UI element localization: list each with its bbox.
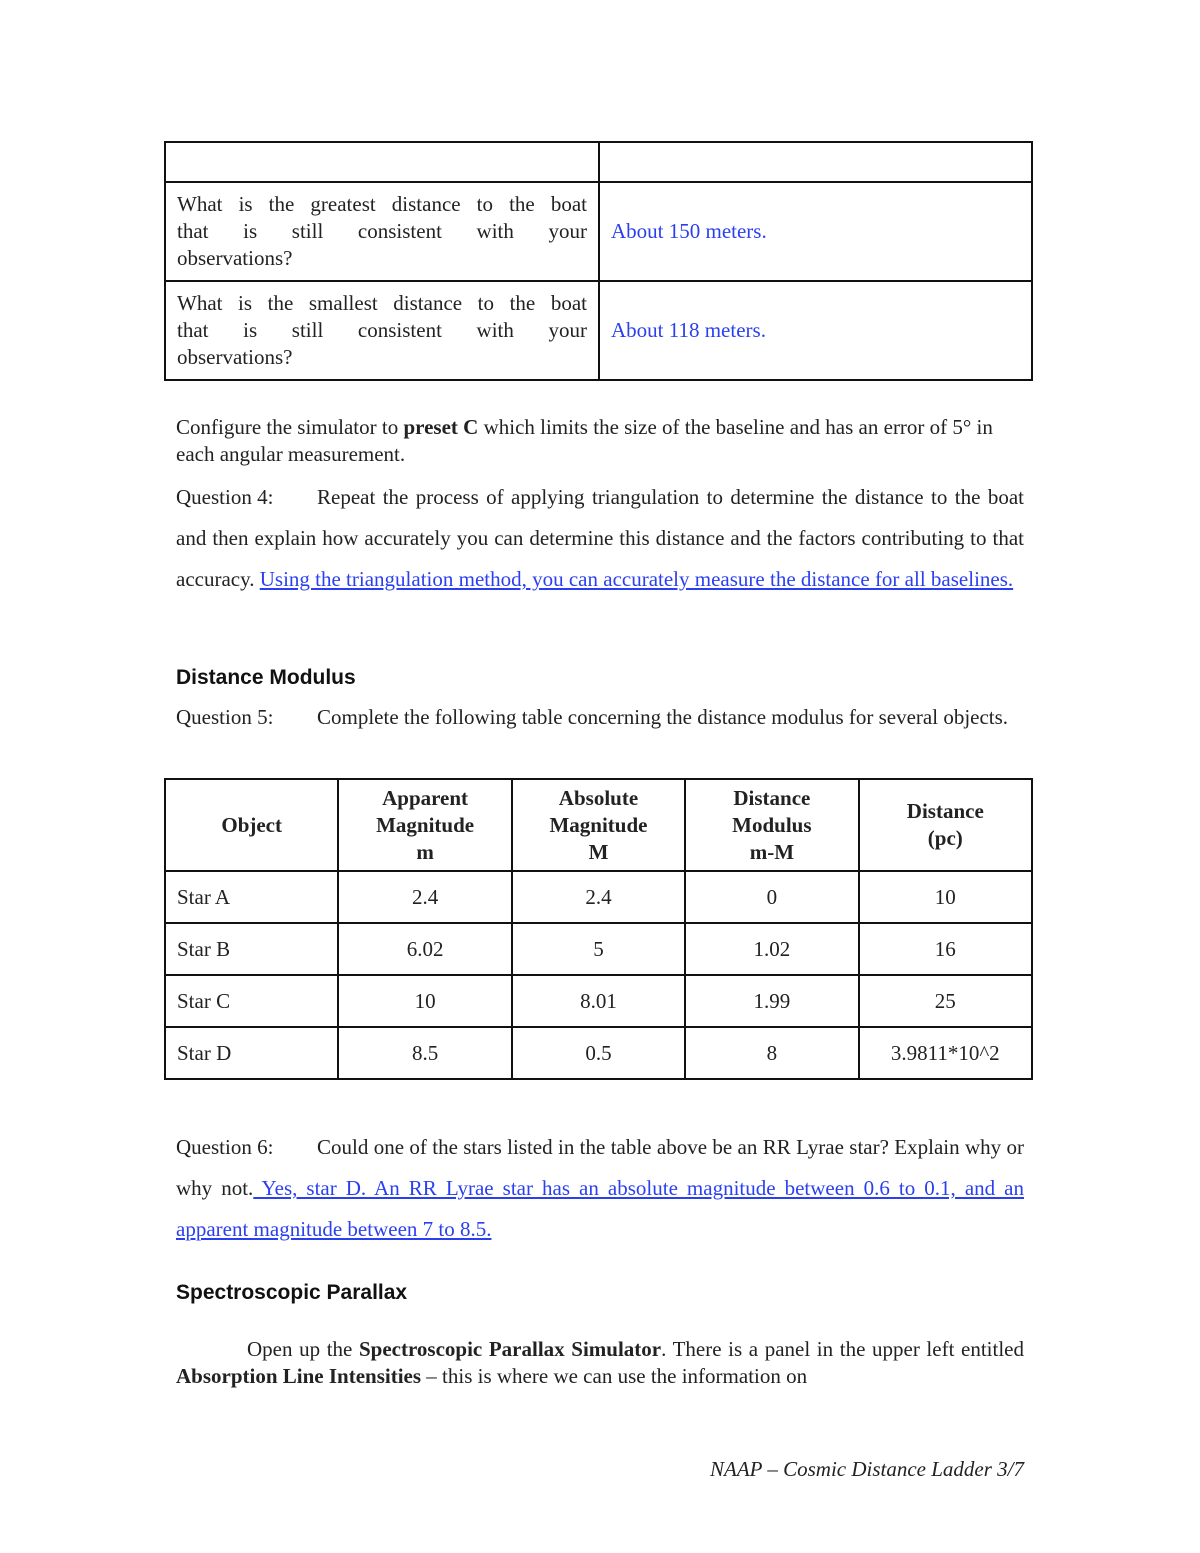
answer-text: Yes, star D. An RR Lyrae star has an absolute magnitude between 0.6 to 0.1, and an apparent magnitude between 7 to 8.5.: [176, 1176, 1024, 1241]
question-line: that is still consistent with your: [177, 318, 587, 342]
preset-paragraph: [176, 414, 1024, 468]
spectro-paragraph: [176, 1336, 1024, 1390]
cell-distance: 25: [859, 975, 1032, 1027]
header-label: m-M: [749, 839, 795, 864]
cell-object: Star A: [165, 871, 338, 923]
header-label: m: [416, 839, 434, 864]
text-run: Open up the: [247, 1337, 359, 1361]
cell-apparent: 10: [338, 975, 511, 1027]
cell-apparent: 8.5: [338, 1027, 511, 1079]
question-cell: [165, 281, 599, 380]
cell-modulus: 1.02: [685, 923, 858, 975]
empty-header-cell: [165, 142, 599, 182]
empty-header-cell: [599, 142, 1032, 182]
section-heading: Spectroscopic Parallax: [176, 1281, 408, 1304]
table-row: [165, 281, 1032, 380]
question-line: What is the greatest distance to the boat: [177, 192, 587, 216]
question-text: Repeat the process of applying triangulation to determine the distance to the boat and then explain how accurately you can determine this distance and the factors contributing to that accuracy.: [176, 485, 1024, 591]
cell-modulus: 0: [685, 871, 858, 923]
cell-absolute: 5: [512, 923, 685, 975]
cell-absolute: 0.5: [512, 1027, 685, 1079]
bold-text: Spectroscopic Parallax Simulator: [358, 1337, 662, 1361]
header-label: Distance: [733, 785, 811, 810]
header-label: Magnitude: [549, 812, 648, 837]
question-6: [176, 1127, 1024, 1250]
table-row: [165, 923, 1032, 975]
header-distance-modulus: [685, 779, 858, 871]
cell-apparent: 6.02: [338, 923, 511, 975]
header-label: Object: [221, 812, 283, 837]
question-label: Question 6:: [176, 1135, 274, 1159]
question-line: observations?: [177, 246, 293, 270]
bold-text: Absorption Line Intensities: [176, 1364, 422, 1388]
header-label: M: [588, 839, 609, 864]
distance-modulus-table: [164, 778, 1033, 1080]
table-row: [165, 182, 1032, 281]
cell-object: Star C: [165, 975, 338, 1027]
header-label: Distance: [906, 799, 984, 823]
table-header-row: [165, 142, 1032, 182]
header-label: (pc): [927, 826, 963, 850]
question-line: What is the smallest distance to the boat: [177, 291, 587, 315]
header-label: Magnitude: [376, 812, 475, 837]
question-5: [176, 697, 1024, 738]
question-label: Question 4:: [176, 485, 274, 509]
question-line: observations?: [177, 345, 293, 369]
boat-distance-table: [164, 141, 1033, 381]
cell-distance: 10: [859, 871, 1032, 923]
question-4: [176, 477, 1024, 600]
table-header-row: [165, 779, 1032, 871]
page-footer: NAAP – Cosmic Distance Ladder 3/7: [709, 1457, 1024, 1481]
header-absolute-magnitude: [512, 779, 685, 871]
cell-modulus: 8: [685, 1027, 858, 1079]
section-heading: Distance Modulus: [176, 666, 356, 689]
header-object: [165, 779, 338, 871]
text-run: which limits the size of the baseline and has an error of 5° in each angular measurement.: [176, 415, 993, 466]
bold-text: preset C: [403, 415, 479, 439]
cell-apparent: 2.4: [338, 871, 511, 923]
header-label: Absolute: [558, 785, 639, 810]
header-distance-pc: [859, 779, 1032, 871]
question-line: that is still consistent with your: [177, 219, 587, 243]
cell-absolute: 8.01: [512, 975, 685, 1027]
table-row: [165, 975, 1032, 1027]
answer-text: Using the triangulation method, you can accurately measure the distance for all baselines.: [259, 567, 1014, 591]
text-run: Configure the simulator to: [176, 415, 404, 439]
table-row: [165, 871, 1032, 923]
question-text: Could one of the stars listed in the table above be an RR Lyrae star? Explain why or why not.: [176, 1135, 1024, 1200]
cell-modulus: 1.99: [685, 975, 858, 1027]
header-label: Apparent: [382, 785, 469, 810]
header-label: Modulus: [732, 812, 812, 837]
question-cell: [165, 182, 599, 281]
answer-cell: About 118 meters.: [599, 281, 1032, 380]
table-row: [165, 1027, 1032, 1079]
question-text: Complete the following table concerning the distance modulus for several objects.: [317, 705, 1009, 729]
header-apparent-magnitude: [338, 779, 511, 871]
cell-object: Star D: [165, 1027, 338, 1079]
cell-object: Star B: [165, 923, 338, 975]
question-label: Question 5:: [176, 705, 274, 729]
cell-absolute: 2.4: [512, 871, 685, 923]
text-run: – this is where we can use the information on: [421, 1364, 808, 1388]
cell-distance: 16: [859, 923, 1032, 975]
text-run: . There is a panel in the upper left entitled: [661, 1337, 1024, 1361]
answer-cell: About 150 meters.: [599, 182, 1032, 281]
cell-distance: 3.9811*10^2: [859, 1027, 1032, 1079]
